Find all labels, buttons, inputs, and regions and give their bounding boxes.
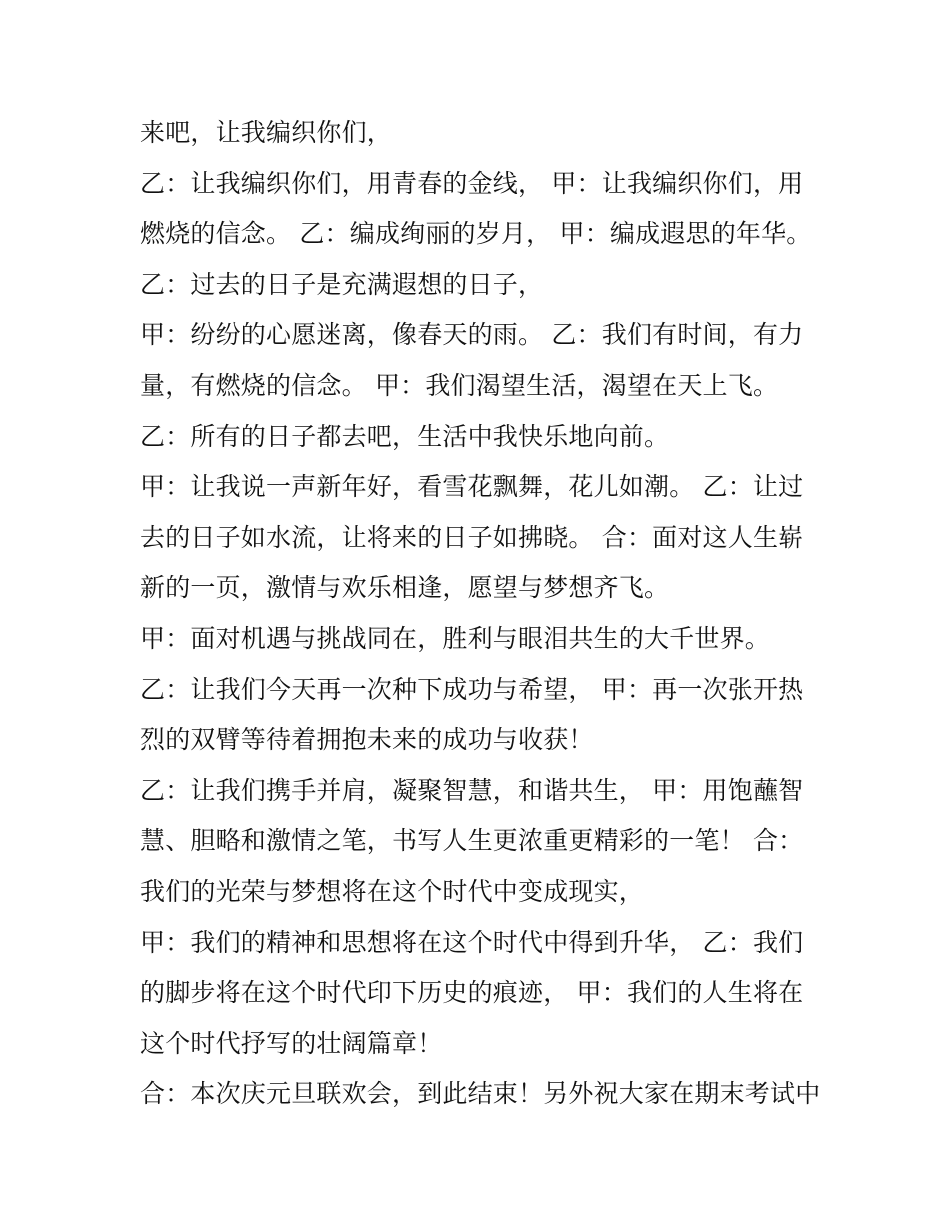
text-line: 甲：我们的精神和思想将在这个时代中得到升华， 乙：我们 (140, 927, 804, 957)
text-line: 去的日子如水流，让将来的日子如拂晓。 合：面对这人生崭 (140, 522, 804, 552)
text-line: 燃烧的信念。 乙：编成绚丽的岁月， 甲：编成遐思的年华。 (140, 219, 812, 249)
text-line: 合：本次庆元旦联欢会，到此结束！另外祝大家在期末考试中 (140, 1079, 821, 1109)
text-line: 的脚步将在这个时代印下历史的痕迹， 甲：我们的人生将在 (140, 978, 804, 1008)
text-line: 慧、胆略和激情之笔，书写人生更浓重更精彩的一笔！ 合： (140, 826, 804, 856)
text-line: 来吧，让我编织你们， (140, 118, 393, 147)
text-line: 量，有燃烧的信念。 甲：我们渴望生活，渴望在天上飞。 (140, 370, 779, 400)
text-line: 乙：所有的日子都去吧，生活中我快乐地向前。 (140, 421, 670, 451)
text-line: 甲：让我说一声新年好，看雪花飘舞，花儿如潮。 乙：让过 (140, 472, 804, 502)
text-line: 乙：让我们今天再一次种下成功与希望， 甲：再一次张开热 (140, 674, 804, 704)
text-line: 乙：过去的日子是充满遐想的日子， (140, 269, 544, 299)
text-line: 这个时代抒写的壮阔篇章！ (140, 1028, 443, 1058)
document-body (140, 108, 830, 1120)
text-line: 甲：面对机遇与挑战同在，胜利与眼泪共生的大千世界。 (140, 623, 771, 653)
text-line: 甲：纷纷的心愿迷离，像春天的雨。 乙：我们有时间，有力 (140, 320, 804, 350)
text-line: 乙：让我们携手并肩，凝聚智慧，和谐共生， 甲：用饱蘸智 (140, 775, 804, 805)
text-line: 我们的光荣与梦想将在这个时代中变成现实， (140, 876, 645, 906)
text-line: 新的一页，激情与欢乐相逢，愿望与梦想齐飞。 (140, 573, 670, 603)
text-line: 烈的双臂等待着拥抱未来的成功与收获！ (140, 725, 594, 755)
text-line: 乙：让我编织你们，用青春的金线， 甲：让我编织你们，用 (140, 168, 804, 198)
